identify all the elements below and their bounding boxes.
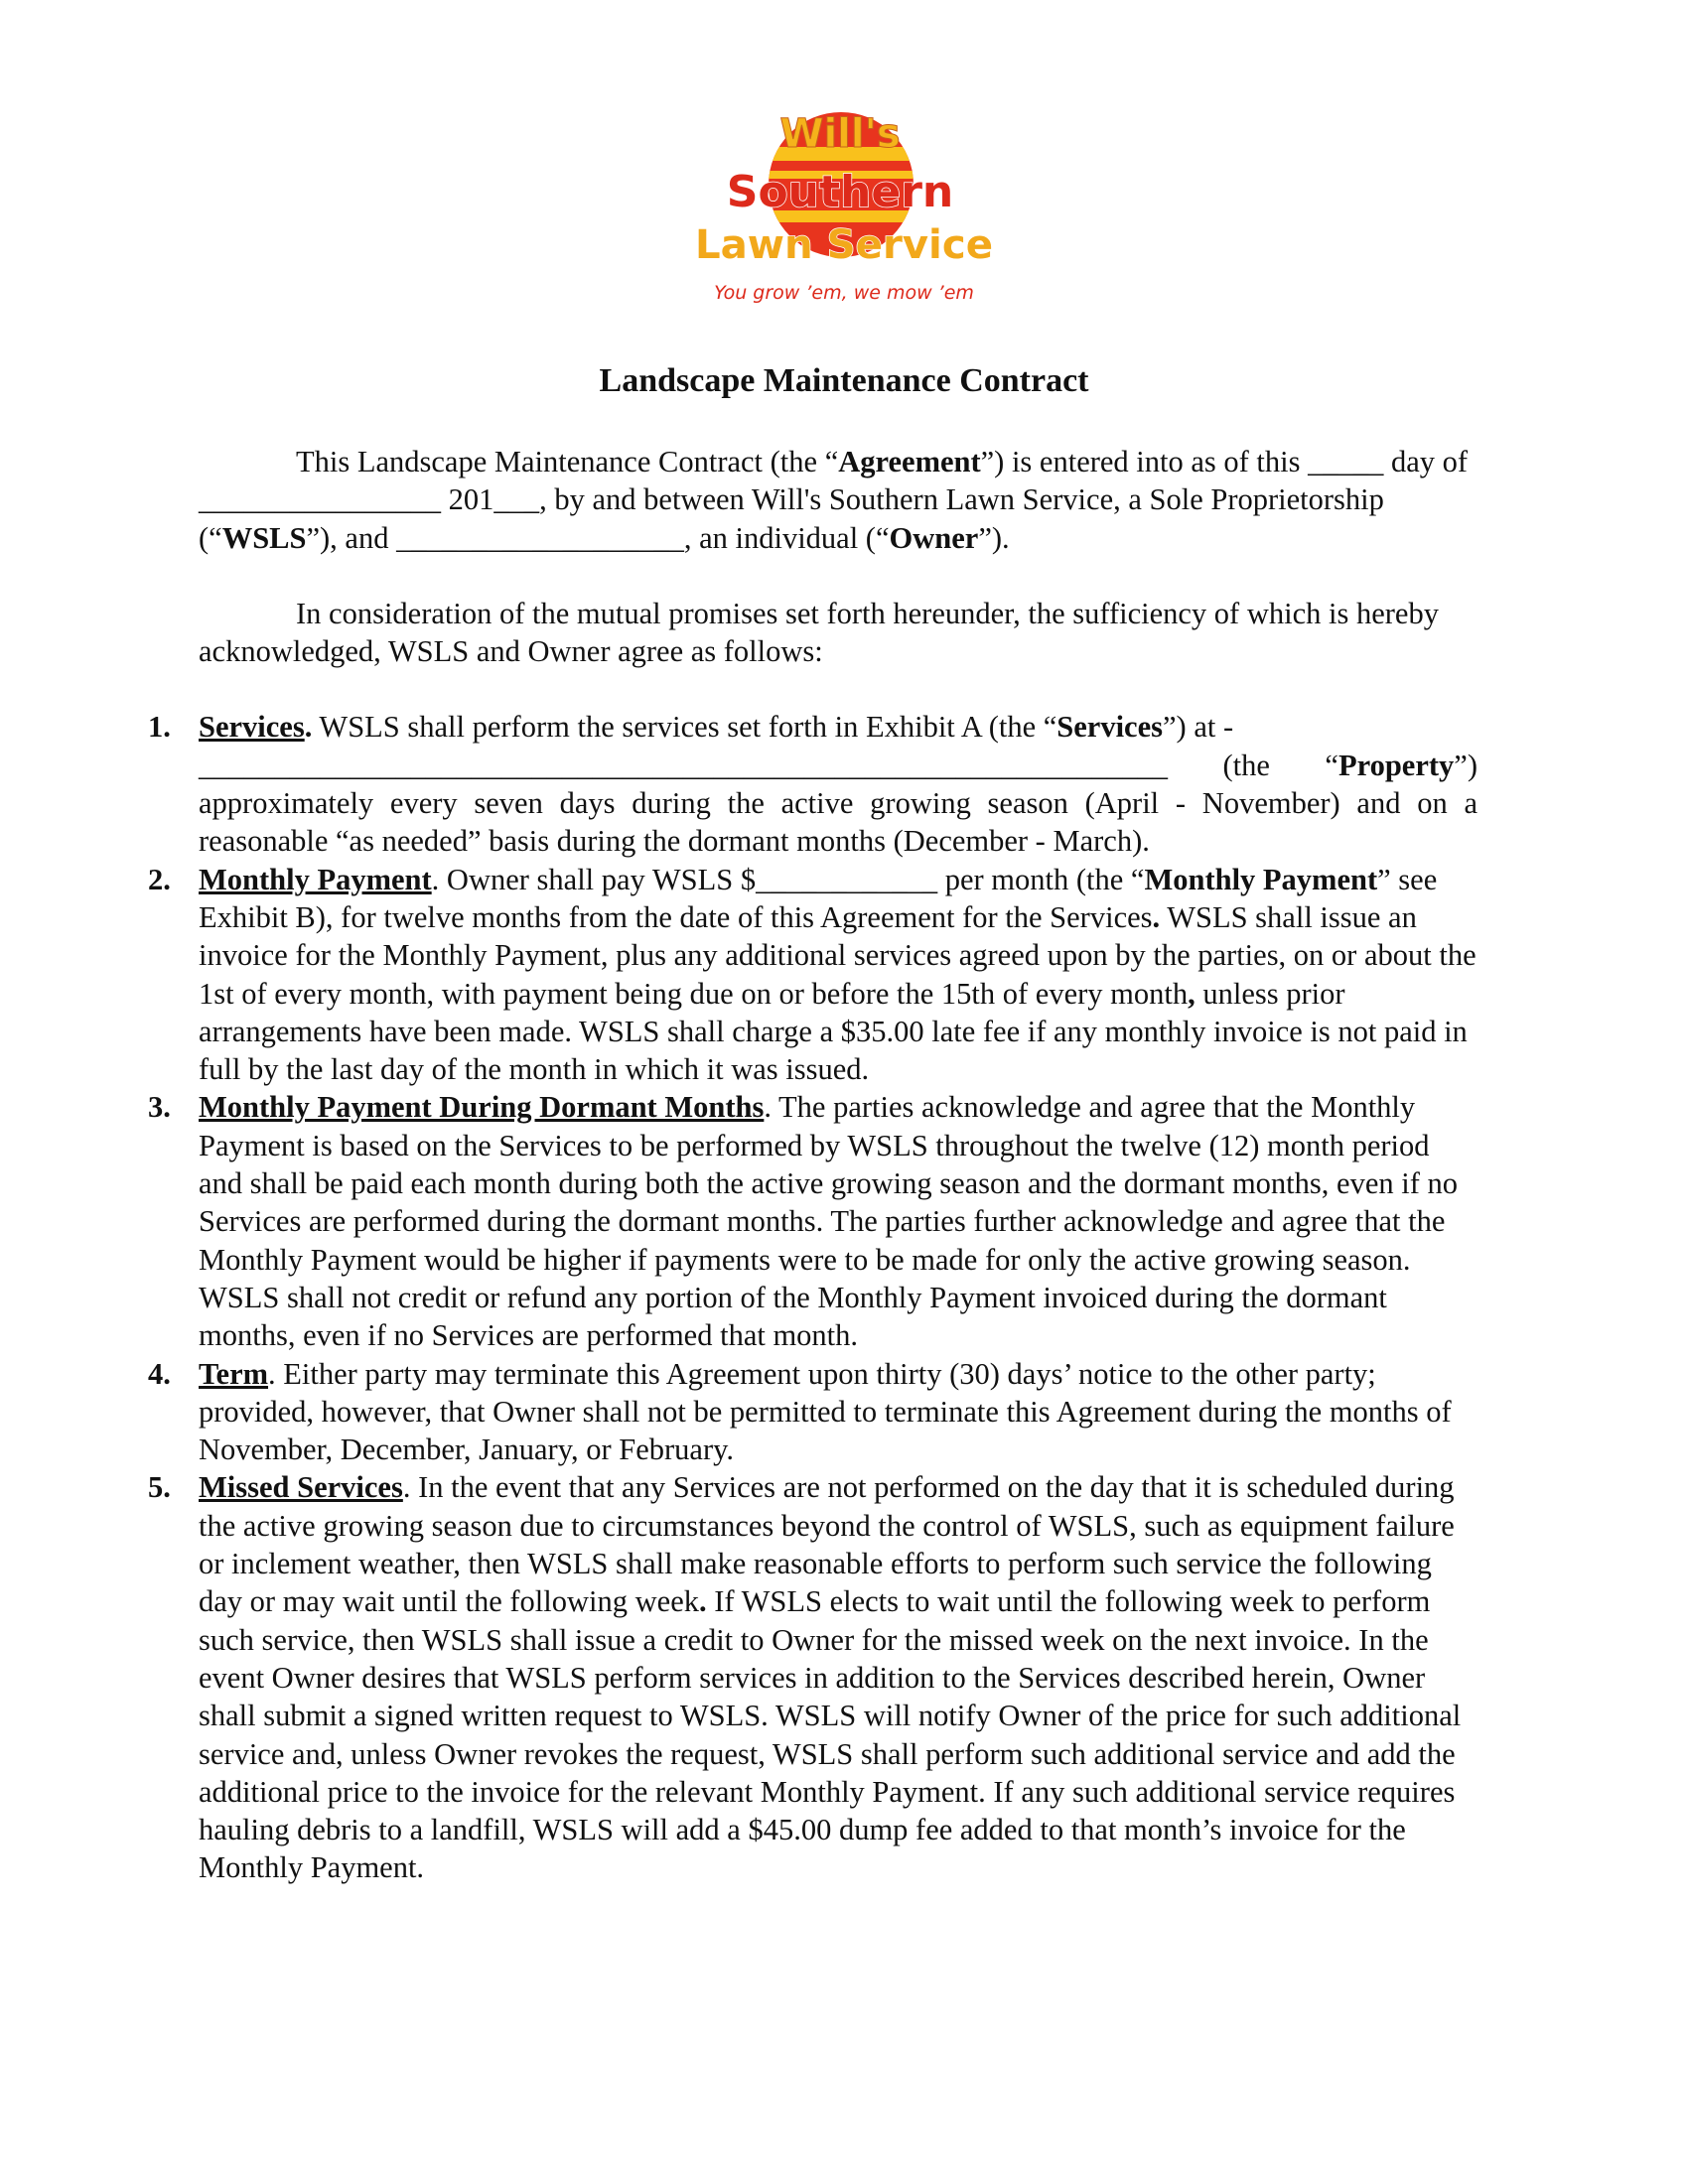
clause-number: 1.: [148, 710, 171, 745]
logo-line2: Southern: [726, 167, 954, 217]
intro-text: This Landscape Maintenance Contract (the “: [296, 445, 839, 478]
clause-text: WSLS shall issue an invoice for the Monthly Payment, plus any additional services agreed upon by the parties, on or about the 1st of every month, with payment being due on or before the 15th of every month: [199, 899, 1477, 1011]
consideration-paragraph: In consideration of the mutual promises set forth hereunder, the sufficiency of which is hereby acknowledged, WSLS and Owner agree as follows:: [199, 596, 1439, 669]
clause-line: [199, 708, 1477, 746]
clause-text: ” see Exhibit B), for twelve months from the date of this Agreement for the Services: [199, 862, 1438, 934]
term-owner: Owner: [889, 520, 979, 555]
bold-punct: .: [698, 1584, 707, 1619]
clause-number: 4.: [148, 1356, 171, 1391]
term-monthly-payment: Monthly Payment: [1144, 862, 1378, 896]
clause-number: 3.: [148, 1090, 171, 1125]
property-line: [199, 747, 1477, 784]
clause-text: approximately every seven days during the active growing season (April - November) and on a reasonable “as needed” basis during the dormant months (December - March).: [199, 786, 1477, 859]
document-title: Landscape Maintenance Contract: [599, 362, 1089, 399]
quote-mark: “: [1325, 748, 1338, 782]
term-services: Services: [1056, 710, 1163, 745]
logo-line3: Lawn Service: [695, 222, 993, 268]
term-property: Property: [1337, 748, 1455, 782]
intro-text: ”) is entered into as of this _____ day of ________________ 201___, by and between Will's Southern Lawn Service, a Sole Proprietorship (“: [199, 445, 1469, 555]
clause-number: 5.: [148, 1470, 171, 1505]
clause-term: [148, 1355, 1477, 1469]
contract-body: [148, 443, 1477, 1887]
bold-punct: .: [1152, 899, 1161, 934]
clause-text: . Either party may terminate this Agreement upon thirty (30) days’ notice to the other party; provided, however, that Owner shall not be permitted to terminate this Agreement during the months of November, December, January, or February.: [199, 1356, 1452, 1467]
logo-line1: Will's: [779, 111, 901, 157]
term-wsls: WSLS: [221, 520, 307, 555]
clause-services: [148, 708, 1477, 860]
clause-heading: Services: [199, 710, 305, 745]
clause-dormant-months: [148, 1088, 1477, 1354]
clause-text: (the: [1222, 748, 1270, 782]
clause-monthly-payment: [148, 861, 1477, 1089]
clause-heading: Monthly Payment: [199, 862, 432, 896]
term-agreement: Agreement: [838, 445, 981, 478]
company-logo: [675, 107, 1013, 316]
intro-text: ”), and ___________________, an individual (“: [306, 520, 890, 555]
clause-heading: Term: [199, 1356, 269, 1391]
clause-text: unless prior arrangements have been made. WSLS shall charge a $35.00 late fee if any monthly invoice is not paid in full by the last day of the month in which it was issued.: [199, 976, 1468, 1087]
clause-text: . In the event that any Services are not performed on the day that it is scheduled during the active growing season due to circumstances beyond the control of WSLS, such as equipment failure or inclement weather, then WSLS shall make reasonable efforts to perform such service the following day or may wait until the following week: [199, 1470, 1455, 1619]
clause-list: [148, 708, 1477, 1886]
quote-mark: ”): [1454, 748, 1477, 782]
bold-punct: ,: [1188, 976, 1196, 1011]
property-term: [1325, 747, 1477, 784]
clause-text: WSLS shall perform the services set forth in Exhibit A (the “: [312, 710, 1057, 745]
property-blank: ________________________________________________________________: [199, 748, 1168, 782]
clause-text: . The parties acknowledge and agree that the Monthly Payment is based on the Services to be performed by WSLS throughout the twelve (12) month period and shall be paid each month during both the active growing season and the dormant months, even if no Services are performed during the dormant months. The parties further acknowledge and agree that the Monthly Payment would be higher if payments were to be made for only the active growing season. WSLS shall not credit or refund any portion of the Monthly Payment invoiced during the dormant months, even if no Services are performed that month.: [199, 1090, 1458, 1353]
logo-tagline: You grow ’em, we mow ’em: [714, 282, 974, 304]
clause-text: If WSLS elects to wait until the following week to perform such service, then WSLS shall issue a credit to Owner for the missed week on the next invoice. In the event Owner desires that WSLS perform services in addition to the Services described herein, Owner shall submit a signed written request to WSLS. WSLS will notify Owner of the price for such additional service and, unless Owner revokes the request, WSLS shall perform such additional service and add the additional price to the invoice for the relevant Monthly Payment. If any such additional service requires hauling debris to a landfill, WSLS will add a $45.00 dump fee added to that month’s invoice for the Monthly Payment.: [199, 1584, 1462, 1885]
clause-text: ”) at -: [1163, 710, 1234, 745]
intro-text: ”).: [978, 520, 1010, 555]
logo-graphic: [675, 107, 1013, 316]
clause-text: . Owner shall pay WSLS $____________ per month (the “: [431, 862, 1145, 896]
clause-heading: Missed Services: [199, 1470, 403, 1505]
clause-missed-services: [148, 1468, 1477, 1886]
clause-heading: Monthly Payment During Dormant Months: [199, 1090, 765, 1125]
heading-punct: .: [304, 710, 313, 745]
clause-number: 2.: [148, 862, 171, 896]
intro-paragraph: [199, 443, 1477, 557]
